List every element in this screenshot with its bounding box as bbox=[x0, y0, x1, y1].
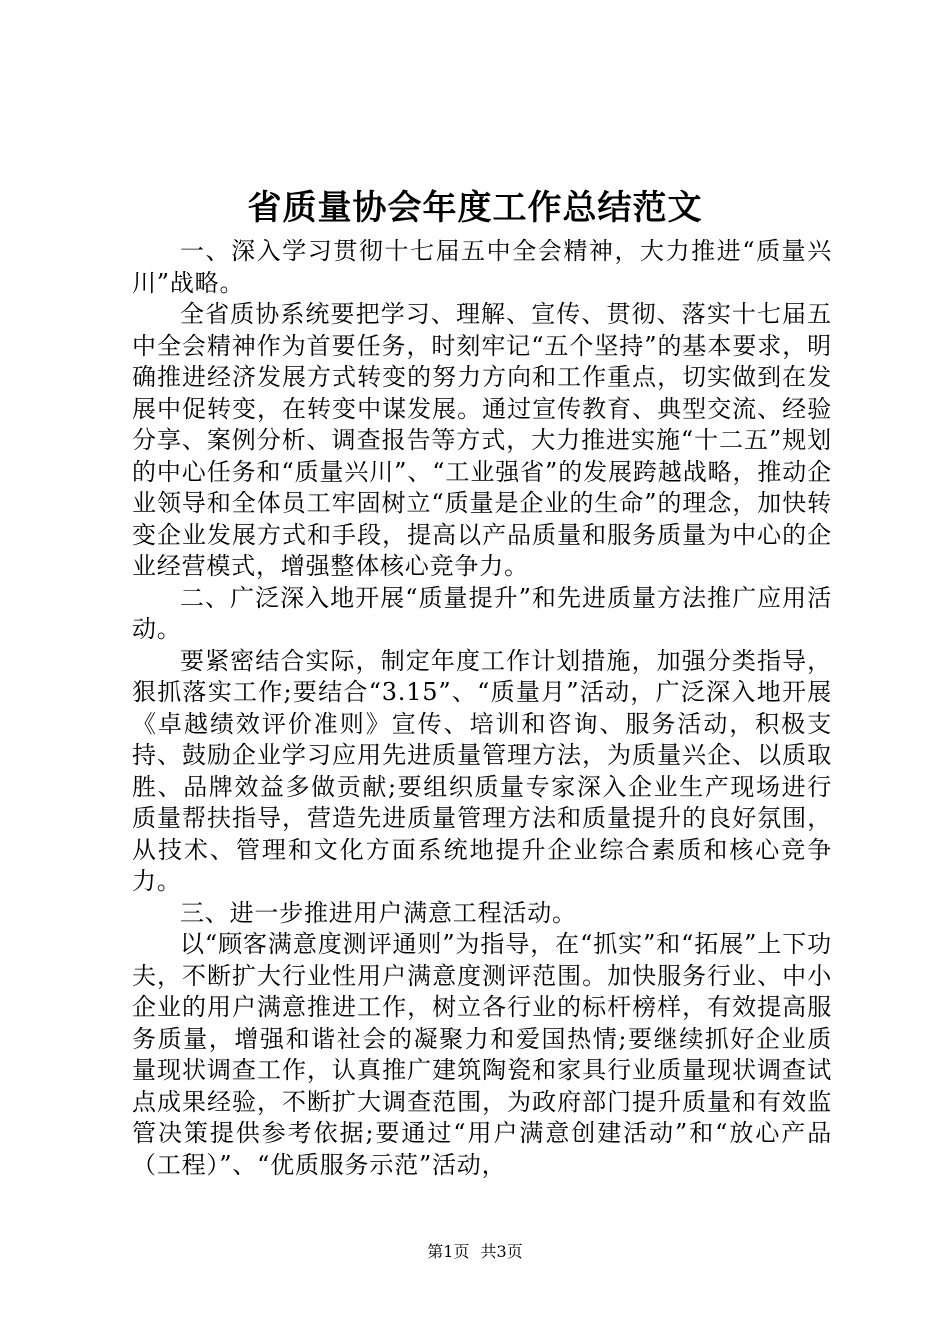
page-total: 共3页 bbox=[480, 1242, 523, 1261]
section-heading-3: 三、进一步推进用户满意工程活动。 bbox=[180, 898, 577, 927]
section-heading-2: 二、广泛深入地开展“质量提升”和先进质量方法推广应用活动。 bbox=[132, 583, 832, 643]
page-number: 第1页 bbox=[427, 1242, 470, 1261]
document-body bbox=[132, 236, 832, 1181]
body-paragraph-3: 以“顾客满意度测评通则”为指导，在“抓实”和“拓展”上下功夫，不断扩大行业性用户满意度测评范围。加快服务行业、中小企业的用户满意推进工作，树立各行业的标杆榜样，有效提高服务质量，增强和谐社会的凝聚力和爱国热情;要继续抓好企业质量现状调查工作，认真推广建筑陶瓷和家具行业质量现状调查试点成果经验，不断扩大调查范围，为政府部门提升质量和有效监管决策提供参考依据;要通过“用户满意创建活动”和“放心产品（工程）”、“优质服务示范”活动， bbox=[132, 930, 832, 1179]
body-paragraph-1: 全省质协系统要把学习、理解、宣传、贯彻、落实十七届五中全会精神作为首要任务，时刻牢记“五个坚持”的基本要求，明确推进经济发展方式转变的努力方向和工作重点，切实做到在发展中促转变，在转变中谋发展。通过宣传教育、典型交流、经验分享、案例分析、调查报告等方式，大力推进实施“十二五”规划的中心任务和“质量兴川”、“工业强省”的发展跨越战略，推动企业领导和全体员工牢固树立“质量是企业的生命”的理念，加快转变企业发展方式和手段，提高以产品质量和服务质量为中心的企业经营模式，增强整体核心竞争力。 bbox=[132, 300, 832, 580]
document-title: 省质量协会年度工作总结范文 bbox=[247, 188, 703, 228]
body-paragraph-2: 要紧密结合实际，制定年度工作计划措施，加强分类指导，狠抓落实工作;要结合“3.15”、“质量月”活动，广泛深入地开展《卓越绩效评价准则》宣传、培训和咨询、服务活动，积极支持、鼓励企业学习应用先进质量管理方法，为质量兴企、以质取胜、品牌效益多做贡献;要组织质量专家深入企业生产现场进行质量帮扶指导，营造先进质量管理方法和质量提升的良好氛围，从技术、管理和文化方面系统地提升企业综合素质和核心竞争力。 bbox=[132, 646, 832, 895]
section-heading-1: 一、深入学习贯彻十七届五中全会精神，大力推进“质量兴川”战略。 bbox=[132, 237, 832, 297]
page-footer bbox=[0, 1240, 950, 1264]
